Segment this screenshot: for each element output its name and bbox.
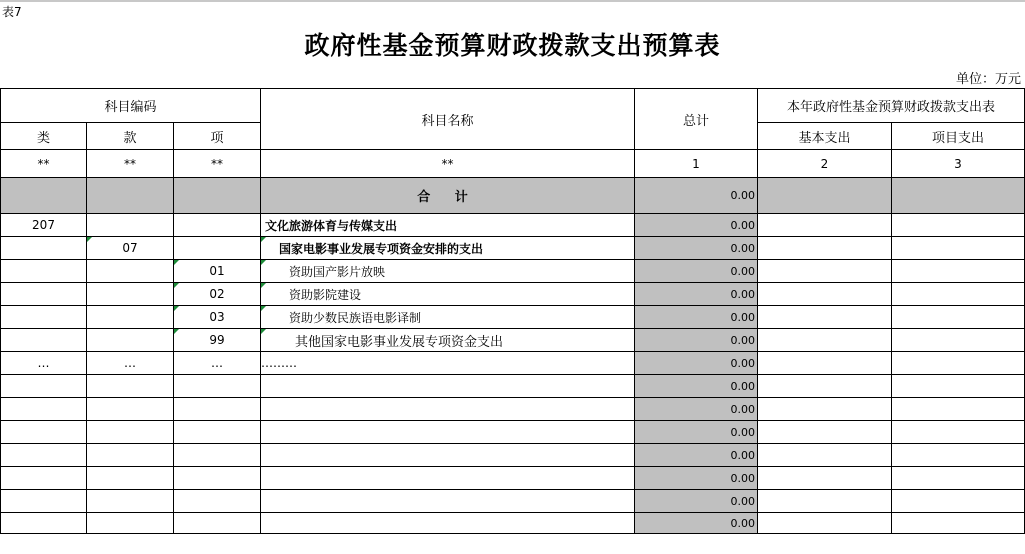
row-kuan-cell[interactable] bbox=[87, 490, 174, 513]
row-lei-cell[interactable] bbox=[1, 306, 87, 329]
table-body bbox=[1, 214, 1025, 534]
row-basic-cell[interactable] bbox=[758, 375, 892, 398]
kuan-index-cell[interactable]: ** bbox=[87, 150, 174, 178]
row-total-cell[interactable]: 0.00 bbox=[635, 214, 758, 237]
page-title: 政府性基金预算财政拨款支出预算表 bbox=[304, 31, 721, 60]
budget-table bbox=[0, 88, 1025, 534]
table-row bbox=[1, 375, 1025, 398]
row-lei-cell[interactable] bbox=[1, 421, 87, 444]
total-kuan-cell[interactable] bbox=[87, 178, 174, 214]
row-lei-cell[interactable] bbox=[1, 398, 87, 421]
row-basic-cell[interactable] bbox=[758, 467, 892, 490]
table-row bbox=[1, 237, 1025, 260]
table-row bbox=[1, 467, 1025, 490]
row-kuan-cell[interactable] bbox=[87, 467, 174, 490]
row-total-cell[interactable]: 0.00 bbox=[635, 352, 758, 375]
row-lei-cell[interactable] bbox=[1, 237, 87, 260]
table-row bbox=[1, 283, 1025, 306]
total-label-cell[interactable]: 合 计 bbox=[261, 178, 635, 214]
row-kuan-cell[interactable] bbox=[87, 214, 174, 237]
row-basic-cell[interactable] bbox=[758, 444, 892, 467]
total-basic-cell[interactable] bbox=[758, 178, 892, 214]
row-total-cell[interactable]: 0.00 bbox=[635, 398, 758, 421]
row-lei-cell[interactable] bbox=[1, 467, 87, 490]
row-total-cell[interactable]: 0.00 bbox=[635, 237, 758, 260]
row-lei-cell[interactable] bbox=[1, 513, 87, 534]
row-basic-cell[interactable] bbox=[758, 513, 892, 534]
unit-label: 单位：万元 bbox=[955, 72, 1021, 87]
row-project-cell[interactable] bbox=[892, 375, 1025, 398]
table-row bbox=[1, 352, 1025, 375]
row-xiang-cell[interactable] bbox=[174, 398, 261, 421]
xiang-header[interactable]: 项 bbox=[174, 123, 261, 150]
row-total-cell[interactable]: 0.00 bbox=[635, 467, 758, 490]
row-name-cell[interactable] bbox=[261, 421, 635, 444]
row-xiang-cell[interactable] bbox=[174, 513, 261, 534]
row-kuan-cell[interactable] bbox=[87, 398, 174, 421]
sheet-label: 表7 bbox=[2, 5, 22, 19]
row-xiang-cell[interactable] bbox=[174, 214, 261, 237]
row-project-cell[interactable] bbox=[892, 467, 1025, 490]
row-name-cell[interactable] bbox=[261, 467, 635, 490]
row-project-cell[interactable] bbox=[892, 513, 1025, 534]
basic-header[interactable]: 基本支出 bbox=[758, 123, 892, 150]
row-lei-cell[interactable] bbox=[1, 260, 87, 283]
row-project-cell[interactable] bbox=[892, 444, 1025, 467]
lei-index-cell[interactable]: ** bbox=[1, 150, 87, 178]
kuan-header[interactable]: 款 bbox=[87, 123, 174, 150]
row-total-cell[interactable]: 0.00 bbox=[635, 421, 758, 444]
row-project-cell[interactable] bbox=[892, 214, 1025, 237]
table-row bbox=[1, 398, 1025, 421]
name-header[interactable]: 科目名称 bbox=[261, 89, 635, 150]
row-basic-cell[interactable] bbox=[758, 421, 892, 444]
row-lei-cell[interactable] bbox=[1, 444, 87, 467]
current-year-group-header[interactable]: 本年政府性基金预算财政拨款支出表 bbox=[758, 89, 1025, 123]
row-name-cell[interactable] bbox=[261, 490, 635, 513]
table-row bbox=[1, 306, 1025, 329]
row-kuan-cell[interactable] bbox=[87, 329, 174, 352]
sheet-top-border bbox=[0, 0, 1025, 2]
row-lei-cell[interactable] bbox=[1, 283, 87, 306]
row-project-cell[interactable] bbox=[892, 237, 1025, 260]
table-head bbox=[1, 89, 1025, 214]
row-basic-cell[interactable] bbox=[758, 398, 892, 421]
row-total-cell[interactable]: 0.00 bbox=[635, 375, 758, 398]
row-project-cell[interactable] bbox=[892, 283, 1025, 306]
row-xiang-cell[interactable] bbox=[174, 490, 261, 513]
row-basic-cell[interactable] bbox=[758, 260, 892, 283]
row-name-cell[interactable]: 国家电影事业发展专项资金安排的支出 bbox=[261, 237, 635, 260]
row-kuan-cell[interactable] bbox=[87, 283, 174, 306]
row-xiang-cell[interactable]: 02 bbox=[174, 283, 261, 306]
row-kuan-cell[interactable] bbox=[87, 513, 174, 534]
total-xiang-cell[interactable] bbox=[174, 178, 261, 214]
row-project-cell[interactable] bbox=[892, 260, 1025, 283]
row-lei-cell[interactable] bbox=[1, 375, 87, 398]
row-total-cell[interactable]: 0.00 bbox=[635, 329, 758, 352]
project-index-cell[interactable]: 3 bbox=[892, 150, 1025, 178]
table-row bbox=[1, 329, 1025, 352]
total-header[interactable]: 总计 bbox=[635, 89, 758, 150]
total-project-cell[interactable] bbox=[892, 178, 1025, 214]
xiang-index-cell[interactable]: ** bbox=[174, 150, 261, 178]
row-total-cell[interactable]: 0.00 bbox=[635, 306, 758, 329]
row-basic-cell[interactable] bbox=[758, 214, 892, 237]
row-total-cell[interactable]: 0.00 bbox=[635, 444, 758, 467]
column-index-row bbox=[1, 150, 1025, 178]
row-xiang-cell[interactable] bbox=[174, 444, 261, 467]
total-index-cell[interactable]: 1 bbox=[635, 150, 758, 178]
row-project-cell[interactable] bbox=[892, 329, 1025, 352]
row-name-cell[interactable] bbox=[261, 398, 635, 421]
row-project-cell[interactable] bbox=[892, 306, 1025, 329]
row-basic-cell[interactable] bbox=[758, 490, 892, 513]
row-basic-cell[interactable] bbox=[758, 352, 892, 375]
basic-index-cell[interactable]: 2 bbox=[758, 150, 892, 178]
row-name-cell[interactable] bbox=[261, 444, 635, 467]
row-total-cell[interactable]: 0.00 bbox=[635, 513, 758, 534]
total-row bbox=[1, 178, 1025, 214]
table-row bbox=[1, 490, 1025, 513]
row-kuan-cell[interactable] bbox=[87, 444, 174, 467]
total-lei-cell[interactable] bbox=[1, 178, 87, 214]
row-lei-cell[interactable]: … bbox=[1, 352, 87, 375]
row-xiang-cell[interactable]: 03 bbox=[174, 306, 261, 329]
row-xiang-cell[interactable] bbox=[174, 375, 261, 398]
row-xiang-cell[interactable]: 99 bbox=[174, 329, 261, 352]
total-amount-cell[interactable]: 0.00 bbox=[635, 178, 758, 214]
row-basic-cell[interactable] bbox=[758, 237, 892, 260]
project-header[interactable]: 项目支出 bbox=[892, 123, 1025, 150]
row-project-cell[interactable] bbox=[892, 421, 1025, 444]
row-xiang-cell[interactable] bbox=[174, 237, 261, 260]
row-basic-cell[interactable] bbox=[758, 329, 892, 352]
row-lei-cell[interactable] bbox=[1, 329, 87, 352]
row-name-cell[interactable]: 资助影院建设 bbox=[261, 283, 635, 306]
table-row bbox=[1, 260, 1025, 283]
row-kuan-cell[interactable] bbox=[87, 260, 174, 283]
row-project-cell[interactable] bbox=[892, 490, 1025, 513]
row-name-cell[interactable]: ……… bbox=[261, 352, 635, 375]
row-xiang-cell[interactable]: … bbox=[174, 352, 261, 375]
row-name-cell[interactable]: 资助少数民族语电影译制 bbox=[261, 306, 635, 329]
table-row bbox=[1, 444, 1025, 467]
row-basic-cell[interactable] bbox=[758, 283, 892, 306]
row-name-cell[interactable] bbox=[261, 375, 635, 398]
row-total-cell[interactable]: 0.00 bbox=[635, 283, 758, 306]
lei-header[interactable]: 类 bbox=[1, 123, 87, 150]
row-name-cell[interactable] bbox=[261, 513, 635, 534]
code-group-header[interactable]: 科目编码 bbox=[1, 89, 261, 123]
row-lei-cell[interactable] bbox=[1, 490, 87, 513]
table-row bbox=[1, 421, 1025, 444]
row-name-cell[interactable]: 其他国家电影事业发展专项资金支出 bbox=[261, 329, 635, 352]
row-name-cell[interactable]: 文化旅游体育与传媒支出 bbox=[261, 214, 635, 237]
row-project-cell[interactable] bbox=[892, 398, 1025, 421]
row-name-cell[interactable]: 资助国产影片放映 bbox=[261, 260, 635, 283]
row-xiang-cell[interactable] bbox=[174, 421, 261, 444]
row-xiang-cell[interactable]: 01 bbox=[174, 260, 261, 283]
table-row bbox=[1, 214, 1025, 237]
row-total-cell[interactable]: 0.00 bbox=[635, 490, 758, 513]
table-row bbox=[1, 513, 1025, 534]
row-total-cell[interactable]: 0.00 bbox=[635, 260, 758, 283]
row-lei-cell[interactable]: 207 bbox=[1, 214, 87, 237]
row-kuan-cell[interactable]: … bbox=[87, 352, 174, 375]
row-kuan-cell[interactable]: 07 bbox=[87, 237, 174, 260]
row-basic-cell[interactable] bbox=[758, 306, 892, 329]
row-kuan-cell[interactable] bbox=[87, 306, 174, 329]
name-index-cell[interactable]: ** bbox=[261, 150, 635, 178]
row-kuan-cell[interactable] bbox=[87, 375, 174, 398]
header-row-1 bbox=[1, 89, 1025, 123]
row-xiang-cell[interactable] bbox=[174, 467, 261, 490]
row-kuan-cell[interactable] bbox=[87, 421, 174, 444]
row-project-cell[interactable] bbox=[892, 352, 1025, 375]
